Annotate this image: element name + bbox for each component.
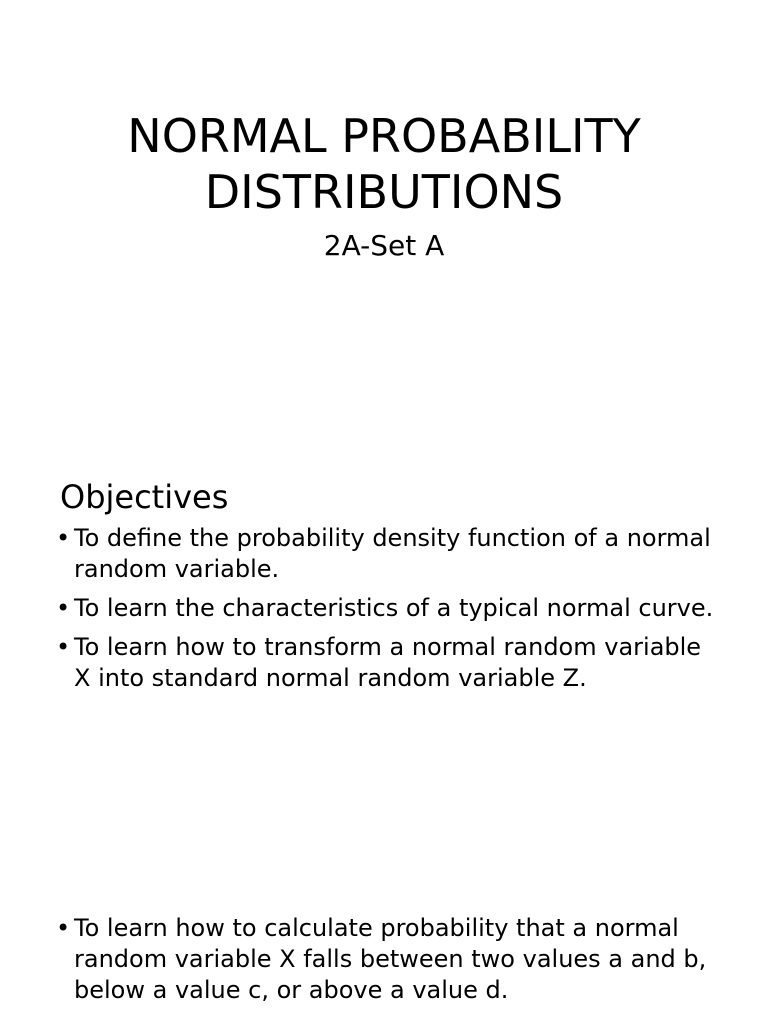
list-item-text: To learn how to transform a normal random variable X into standard normal random variable Z. <box>74 633 702 692</box>
bullet-icon: • <box>56 633 71 661</box>
list-item-text: To define the probability density function of a normal random variable. <box>74 524 711 583</box>
objectives-heading: Objectives <box>60 478 229 516</box>
slide-title <box>0 108 768 220</box>
list-item <box>56 593 716 624</box>
list-item <box>56 523 716 585</box>
slide-title-line-2: DISTRIBUTIONS <box>204 165 564 219</box>
list-item <box>56 913 716 1006</box>
list-item-text: To learn how to calculate probability that a normal random variable X falls between two values a and b, below a value c, or above a value d. <box>74 914 707 1004</box>
slide-title-line-1: NORMAL PROBABILITY <box>127 109 641 163</box>
bullet-icon: • <box>56 594 71 622</box>
bullet-icon: • <box>56 524 71 552</box>
list-item-text: To learn the characteristics of a typical normal curve. <box>74 594 714 622</box>
objectives-list <box>56 523 716 702</box>
bullet-icon: • <box>56 914 71 942</box>
objectives-continued-list <box>56 913 716 1014</box>
slide-subtitle: 2A-Set A <box>323 229 445 262</box>
list-item <box>56 632 716 694</box>
